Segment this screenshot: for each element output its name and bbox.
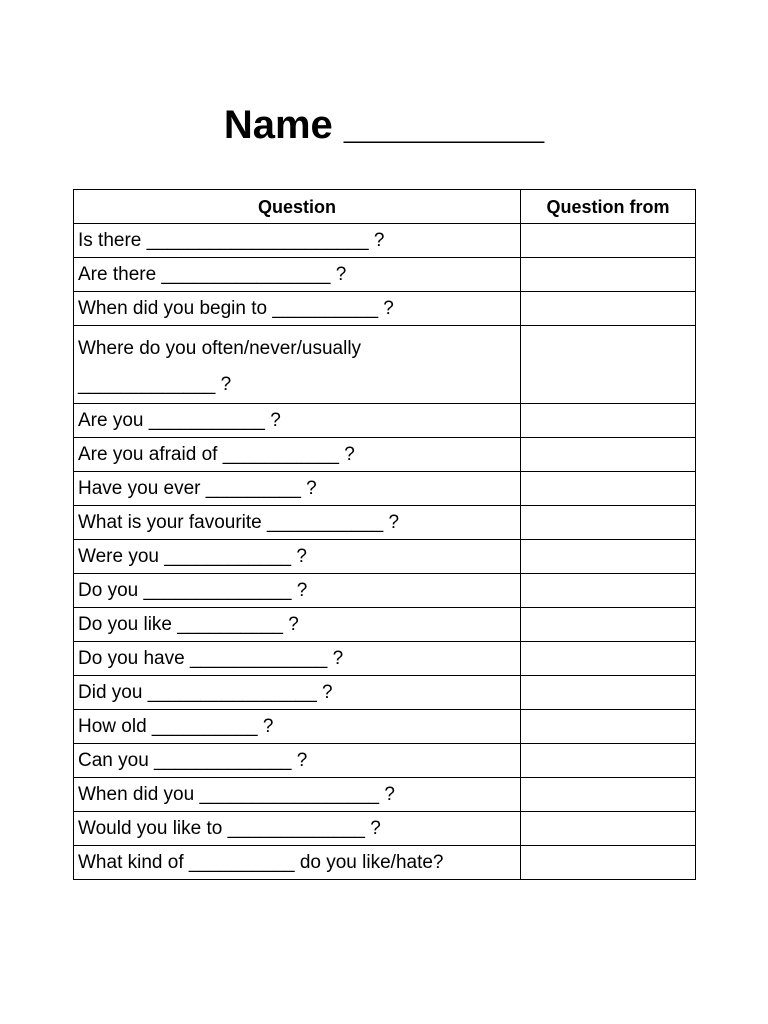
question-from-cell[interactable] — [521, 846, 696, 880]
question-from-cell[interactable] — [521, 292, 696, 326]
table-row — [74, 292, 696, 326]
table-row — [74, 506, 696, 540]
question-from-cell[interactable] — [521, 540, 696, 574]
question-cell: Did you ________________ ? — [74, 676, 521, 710]
question-table — [73, 189, 696, 880]
question-cell: Are there ________________ ? — [74, 258, 521, 292]
page-title: Name _________ — [223, 103, 545, 147]
question-from-cell[interactable] — [521, 710, 696, 744]
table-row — [74, 710, 696, 744]
question-cell: Do you have _____________ ? — [74, 642, 521, 676]
question-line-2: _____________ ? — [78, 374, 232, 395]
question-line-1: Where do you often/never/usually — [78, 338, 362, 359]
question-from-cell[interactable] — [521, 608, 696, 642]
question-from-cell[interactable] — [521, 778, 696, 812]
table-row — [74, 438, 696, 472]
question-from-cell[interactable] — [521, 812, 696, 846]
question-from-cell[interactable] — [521, 744, 696, 778]
table-header-row — [74, 190, 696, 224]
question-from-cell[interactable] — [521, 472, 696, 506]
question-from-cell[interactable] — [521, 404, 696, 438]
table-row — [74, 744, 696, 778]
table-row — [74, 574, 696, 608]
question-from-cell[interactable] — [521, 506, 696, 540]
question-cell: Are you ___________ ? — [74, 404, 521, 438]
table-row — [74, 812, 696, 846]
table-row — [74, 224, 696, 258]
question-cell: What kind of __________ do you like/hate? — [74, 846, 521, 880]
question-from-cell[interactable] — [521, 438, 696, 472]
question-from-cell[interactable] — [521, 258, 696, 292]
question-from-cell[interactable] — [521, 574, 696, 608]
column-header-question-from: Question from — [521, 190, 696, 224]
question-cell: Is there _____________________ ? — [74, 224, 521, 258]
question-cell: Would you like to _____________ ? — [74, 812, 521, 846]
table-row — [74, 540, 696, 574]
table-row — [74, 608, 696, 642]
question-cell: Have you ever _________ ? — [74, 472, 521, 506]
question-from-cell[interactable] — [521, 224, 696, 258]
table-row — [74, 676, 696, 710]
table-row — [74, 326, 696, 404]
question-cell: When did you _________________ ? — [74, 778, 521, 812]
question-cell: Were you ____________ ? — [74, 540, 521, 574]
question-cell: What is your favourite ___________ ? — [74, 506, 521, 540]
question-from-cell[interactable] — [521, 326, 696, 404]
table-row — [74, 258, 696, 292]
question-from-cell[interactable] — [521, 676, 696, 710]
question-cell: Do you ______________ ? — [74, 574, 521, 608]
table-row — [74, 404, 696, 438]
table-row — [74, 472, 696, 506]
question-cell: Can you _____________ ? — [74, 744, 521, 778]
table-row — [74, 778, 696, 812]
column-header-question: Question — [74, 190, 521, 224]
question-cell: Are you afraid of ___________ ? — [74, 438, 521, 472]
table-row — [74, 846, 696, 880]
question-cell — [74, 326, 521, 404]
question-cell: How old __________ ? — [74, 710, 521, 744]
table-row — [74, 642, 696, 676]
question-cell: Do you like __________ ? — [74, 608, 521, 642]
question-from-cell[interactable] — [521, 642, 696, 676]
question-cell: When did you begin to __________ ? — [74, 292, 521, 326]
